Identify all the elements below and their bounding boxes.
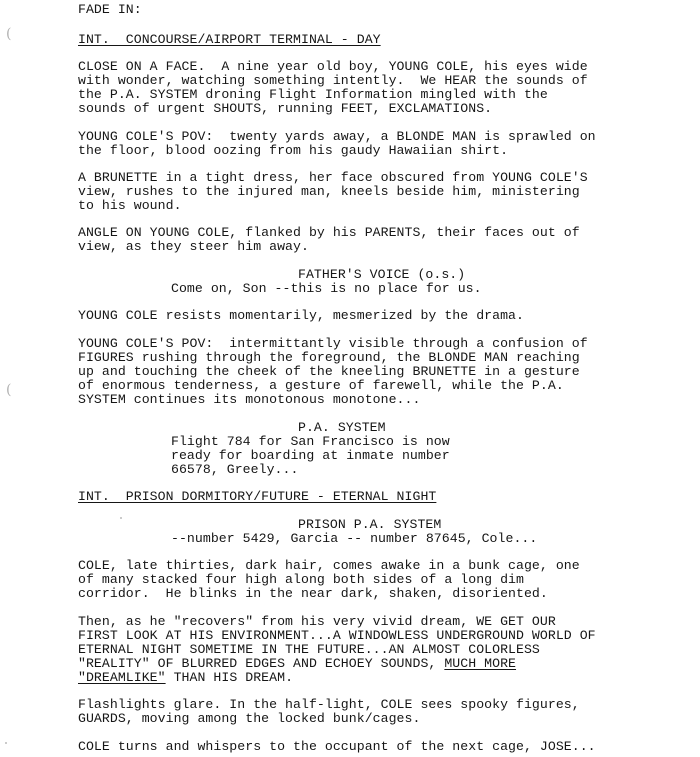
character-name: FATHER'S VOICE (o.s.): [298, 267, 466, 282]
action-line: YOUNG COLE'S POV: intermittantly visible through a confusion of: [78, 336, 588, 351]
action-line: sounds of urgent SHOUTS, running FEET, EXCLAMATIONS.: [78, 101, 493, 116]
dialogue-line: Flight 784 for San Francisco is now: [171, 434, 450, 449]
scene-heading: INT. PRISON DORMITORY/FUTURE - ETERNAL NIGHT: [78, 489, 437, 504]
action-line: up and touching the cheek of the kneeling BRUNETTE in a gesture: [78, 364, 580, 379]
action-text: THAN HIS DREAM.: [165, 670, 294, 685]
action-line: YOUNG COLE resists momentarily, mesmerized by the drama.: [78, 308, 524, 323]
transition: FADE IN:: [78, 2, 142, 17]
character-name: PRISON P.A. SYSTEM: [298, 517, 442, 532]
action-line: the floor, blood oozing from his gaudy Hawaiian shirt.: [78, 143, 509, 158]
action-line: [78, 671, 293, 685]
action-line: GUARDS, moving among the locked bunk/cages.: [78, 711, 421, 726]
character-name: P.A. SYSTEM: [298, 420, 386, 435]
action-line: Then, as he "recovers" from his very vivid dream, WE GET OUR: [78, 614, 556, 629]
dialogue-line: 66578, Greely...: [171, 462, 299, 477]
underlined-emphasis: "DREAMLIKE": [78, 670, 166, 685]
margin-paren-mark: (: [6, 382, 12, 398]
scene-heading: INT. CONCOURSE/AIRPORT TERMINAL - DAY: [78, 32, 381, 47]
action-line: view, as they steer him away.: [78, 239, 309, 254]
action-line: FIRST LOOK AT HIS ENVIRONMENT...A WINDOWLESS UNDERGROUND WORLD OF: [78, 628, 596, 643]
action-text: "REALITY" OF BLURRED EDGES AND ECHOEY SOUNDS,: [78, 656, 445, 671]
dialogue-line: ready for boarding at inmate number: [171, 448, 450, 463]
underlined-emphasis: MUCH MORE: [444, 656, 517, 671]
action-line: Flashlights glare. In the half-light, COLE sees spooky figures,: [78, 697, 580, 712]
scan-speck: [120, 517, 122, 519]
action-line: to his wound.: [78, 198, 182, 213]
action-line: COLE turns and whispers to the occupant of the next cage, JOSE...: [78, 739, 596, 754]
action-line: with wonder, watching something intently. We HEAR the sounds of: [78, 73, 588, 88]
scan-speck: [5, 742, 7, 744]
dialogue-line: Come on, Son --this is no place for us.: [171, 281, 482, 296]
action-line: YOUNG COLE'S POV: twenty yards away, a BLONDE MAN is sprawled on: [78, 129, 596, 144]
action-line: corridor. He blinks in the near dark, shaken, disoriented.: [78, 586, 548, 601]
dialogue-line: --number 5429, Garcia -- number 87645, Cole...: [171, 531, 538, 546]
action-line: [78, 657, 516, 671]
action-line: the P.A. SYSTEM droning Flight Information mingled with the: [78, 87, 548, 102]
action-line: of many stacked four high along both sides of a long dim: [78, 572, 524, 587]
action-line: ANGLE ON YOUNG COLE, flanked by his PARENTS, their faces out of: [78, 225, 580, 240]
action-line: of enormous tenderness, a gesture of farewell, while the P.A.: [78, 378, 564, 393]
action-line: CLOSE ON A FACE. A nine year old boy, YOUNG COLE, his eyes wide: [78, 59, 588, 74]
action-line: view, rushes to the injured man, kneels beside him, ministering: [78, 184, 580, 199]
action-line: A BRUNETTE in a tight dress, her face obscured from YOUNG COLE'S: [78, 170, 588, 185]
action-line: FIGURES rushing through the foreground, the BLONDE MAN reaching: [78, 350, 580, 365]
action-line: SYSTEM continues its monotonous monotone...: [78, 392, 421, 407]
action-line: COLE, late thirties, dark hair, comes awake in a bunk cage, one: [78, 558, 580, 573]
action-line: ETERNAL NIGHT SOMETIME IN THE FUTURE...AN ALMOST COLORLESS: [78, 642, 540, 657]
margin-paren-mark: (: [6, 26, 12, 42]
